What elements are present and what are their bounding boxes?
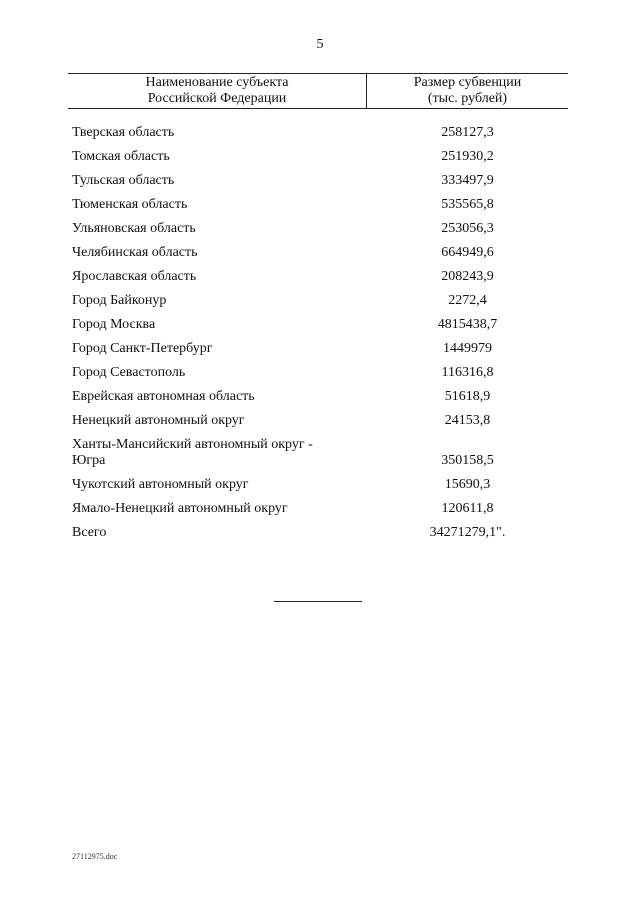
- table-header-bottom-rule: [68, 108, 568, 109]
- row-subject-name: Ярославская область: [72, 269, 197, 284]
- column-header-subject: [68, 75, 366, 107]
- row-subject-name: Город Санкт-Петербург: [72, 341, 213, 356]
- row-amount: 251930,2: [441, 149, 494, 164]
- table-total-row: [0, 522, 640, 546]
- column-header-amount-line1: Размер субвенции: [413, 75, 522, 90]
- column-header-amount: [367, 75, 568, 107]
- document-end-rule: [274, 601, 362, 602]
- row-amount: 535565,8: [441, 197, 494, 212]
- row-subject-name: Тверская область: [72, 125, 175, 140]
- row-amount: 258127,3: [441, 125, 494, 140]
- table-row: [0, 194, 640, 218]
- row-amount: 2272,4: [448, 293, 487, 308]
- table-row: [0, 434, 640, 474]
- row-amount: 664949,6: [441, 245, 494, 260]
- row-subject-name: Город Москва: [72, 317, 156, 332]
- row-amount: 208243,9: [441, 269, 494, 284]
- row-subject-name: Чукотский автономный округ: [72, 477, 249, 492]
- row-subject-name: Тюменская область: [72, 197, 188, 212]
- row-subject-name: Ямало-Ненецкий автономный округ: [72, 501, 288, 516]
- table-body: [0, 122, 640, 546]
- row-subject-name: Город Байконур: [72, 293, 167, 308]
- row-subject-name-line2: Югра: [72, 453, 106, 468]
- table-row: [0, 266, 640, 290]
- row-amount: 120611,8: [441, 501, 494, 516]
- column-header-amount-line2: (тыс. рублей): [427, 91, 508, 106]
- document-file-reference: 27112975.doc: [72, 852, 118, 861]
- row-subject-name-line1: Ханты-Мансийский автономный округ -: [72, 437, 313, 452]
- row-subject-name: Ненецкий автономный округ: [72, 413, 245, 428]
- table-row: [0, 218, 640, 242]
- table-row: [0, 290, 640, 314]
- table-row: [0, 474, 640, 498]
- total-label: Всего: [72, 525, 107, 540]
- table-row: [0, 362, 640, 386]
- row-subject-name: Томская область: [72, 149, 170, 164]
- row-amount: 253056,3: [441, 221, 494, 236]
- row-amount: 15690,3: [444, 477, 491, 492]
- row-subject-name: Ульяновская область: [72, 221, 196, 236]
- table-row: [0, 170, 640, 194]
- table-row: [0, 314, 640, 338]
- column-header-subject-line2: Российской Федерации: [147, 91, 287, 106]
- table-row: [0, 338, 640, 362]
- table-row: [0, 242, 640, 266]
- table-row: [0, 410, 640, 434]
- row-subject-name: Челябинская область: [72, 245, 198, 260]
- row-amount: 51618,9: [444, 389, 491, 404]
- row-amount: 24153,8: [444, 413, 491, 428]
- row-subject-name: [72, 437, 372, 469]
- row-amount: 1449979: [443, 341, 492, 356]
- page-number: 5: [316, 37, 324, 52]
- row-amount: 4815438,7: [437, 317, 498, 332]
- column-header-subject-line1: Наименование субъекта: [145, 75, 289, 90]
- total-amount: 34271279,1".: [429, 525, 506, 540]
- table-row: [0, 122, 640, 146]
- table-row: [0, 386, 640, 410]
- table-row: [0, 146, 640, 170]
- row-amount: 116316,8: [441, 365, 494, 380]
- table-header-top-rule: [68, 73, 568, 74]
- row-subject-name: Тульская область: [72, 173, 175, 188]
- table-row: [0, 498, 640, 522]
- row-amount: 333497,9: [441, 173, 494, 188]
- row-amount: 350158,5: [441, 453, 494, 468]
- row-subject-name: Еврейская автономная область: [72, 389, 255, 404]
- row-subject-name: Город Севастополь: [72, 365, 186, 380]
